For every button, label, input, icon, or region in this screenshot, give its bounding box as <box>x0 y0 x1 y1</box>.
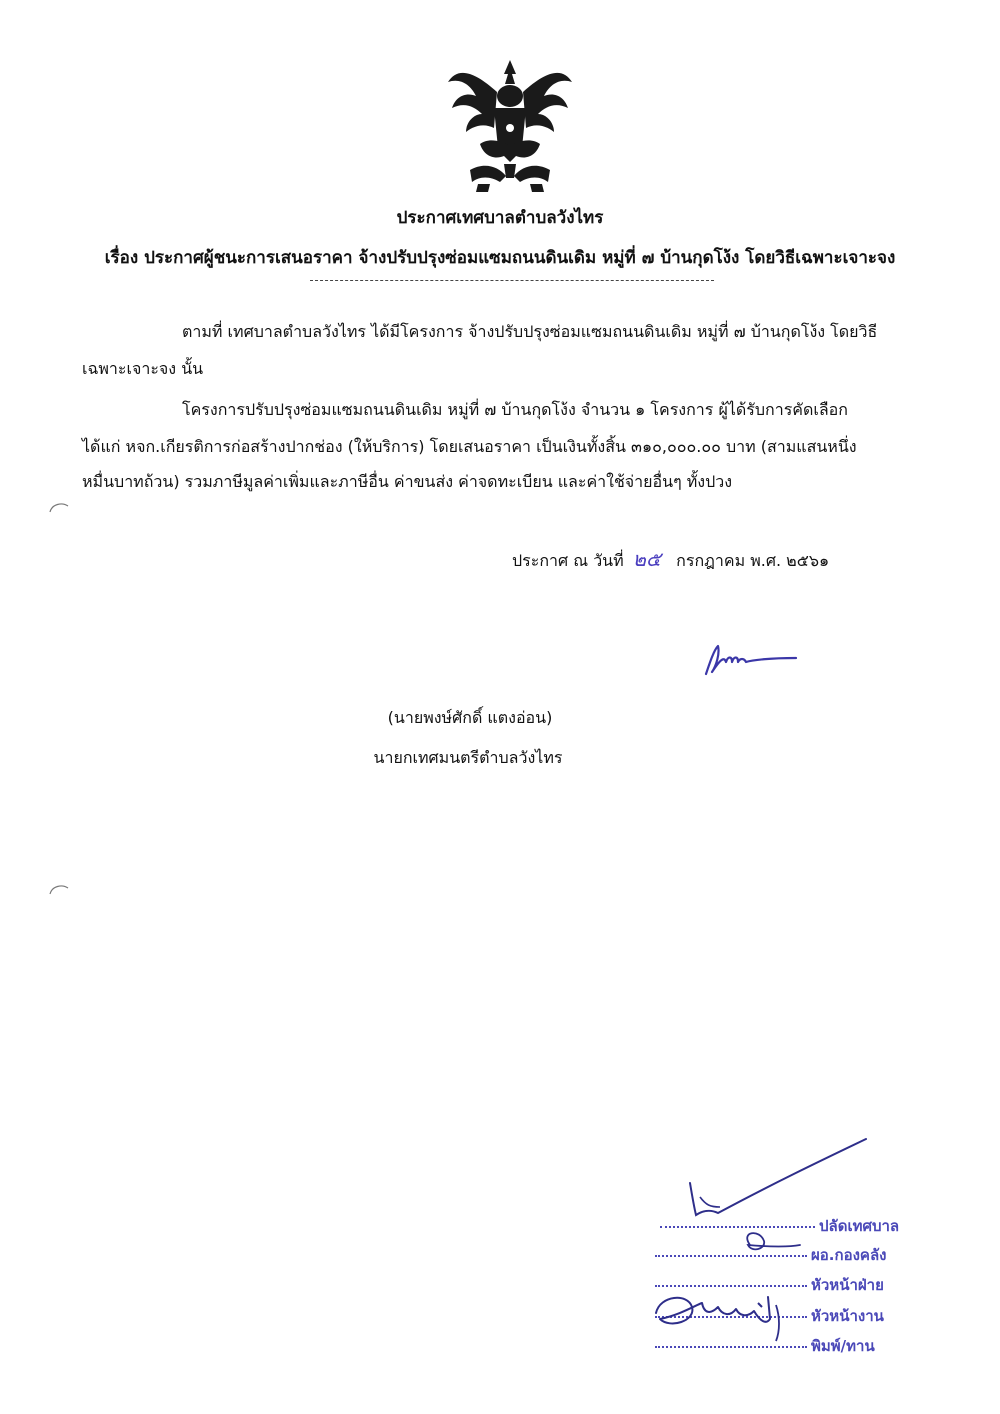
handwritten-day: ๒๕ <box>632 547 662 571</box>
stamp-row-unit-head: หัวหน้างาน <box>655 1304 884 1328</box>
heading-divider <box>310 280 714 281</box>
stamp-row-typist: พิมพ์/ทาน <box>655 1334 875 1358</box>
date-prefix: ประกาศ ณ วันที่ <box>512 551 624 570</box>
signatory-position: นายกเทศมนตรีตำบลวังไทร <box>373 748 563 767</box>
paragraph-2-line-1: โครงการปรับปรุงซ่อมแซมถนนดินเดิม หมู่ที่ ๗ บ้านกุดโง้ง จำนวน ๑ โครงการ ผู้ได้รับการคัดเลือก <box>182 400 848 419</box>
stamp-row-section-head: หัวหน้าฝ่าย <box>655 1273 884 1297</box>
paragraph-1-line-2: เฉพาะเจาะจง นั้น <box>82 359 204 378</box>
punch-hole-mark-icon <box>48 500 70 514</box>
paragraph-2-line-3: หมื่นบาทถ้วน) รวมภาษีมูลค่าเพิ่มและภาษีอื่น ค่าขนส่ง ค่าจดทะเบียน และค่าใช้จ่ายอื่นๆ ทั้งปวง <box>82 472 733 491</box>
announcement-date <box>512 547 829 573</box>
signatory-name: (นายพงษ์ศักดิ์ แตงอ่อน) <box>387 708 553 727</box>
announcement-subject: เรื่อง ประกาศผู้ชนะการเสนอราคา จ้างปรับปรุงซ่อมแซมถนนดินเดิม หมู่ที่ ๗ บ้านกุดโง้ง โดยวิธีเฉพาะเจาะจง <box>104 248 896 268</box>
punch-hole-mark-icon <box>48 882 70 896</box>
stamp-row-deputy: ปลัดเทศบาล <box>660 1214 899 1238</box>
date-month-year: กรกฎาคม พ.ศ. ๒๕๖๑ <box>676 551 830 570</box>
paragraph-1-line-1: ตามที่ เทศบาลตำบลวังไทร ได้มีโครงการ จ้างปรับปรุงซ่อมแซมถนนดินเดิม หมู่ที่ ๗ บ้านกุดโง้ง โดยวิธี <box>182 322 878 341</box>
stamp-row-finance-director: ผอ.กองคลัง <box>655 1243 886 1267</box>
announcement-issuer: ประกาศเทศบาลตำบลวังไทร <box>396 208 604 228</box>
mayor-signature <box>700 640 800 680</box>
paragraph-2-line-2: ได้แก่ หจก.เกียรติการก่อสร้างปากช่อง (ให้บริการ) โดยเสนอราคา เป็นเงินทั้งสิ้น ๓๑๐,๐๐๐.๐๐ บาท (สามแสนหนึ่ง <box>82 437 857 456</box>
garuda-emblem-icon <box>440 52 580 200</box>
